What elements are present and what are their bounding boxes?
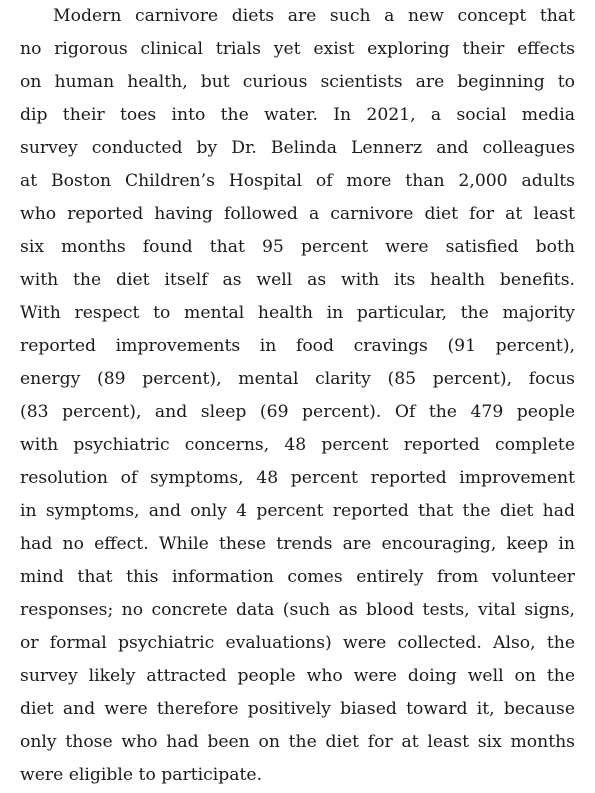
- paragraph-line-6: at Boston Children’s Hospital of more than 2,000 adults: [20, 171, 575, 191]
- paragraph-line-24: were eligible to participate.: [20, 765, 263, 785]
- paragraph-line-7: who reported having followed a carnivore diet for at least: [20, 204, 575, 224]
- paragraph-line-10: With respect to mental health in particular, the majority: [20, 303, 575, 323]
- paragraph-line-9: with the diet itself as well as with its health benefits.: [20, 270, 575, 290]
- paragraph-line-16: in symptoms, and only 4 percent reported that the diet had: [20, 501, 575, 521]
- paragraph-line-4: dip their toes into the water. In 2021, a social media: [20, 105, 575, 125]
- paragraph-line-13: (83 percent), and sleep (69 percent). Of the 479 people: [20, 402, 575, 422]
- paragraph-line-20: or formal psychiatric evaluations) were collected. Also, the: [20, 633, 575, 653]
- paragraph-line-15: resolution of symptoms, 48 percent reported improvement: [20, 468, 575, 488]
- paragraph-line-21: survey likely attracted people who were doing well on the: [20, 666, 575, 686]
- paragraph-line-11: reported improvements in food cravings (91 percent),: [20, 336, 575, 356]
- paragraph-line-12: energy (89 percent), mental clarity (85 percent), focus: [20, 369, 575, 389]
- body-paragraph: [20, 0, 575, 792]
- paragraph-line-18: mind that this information comes entirely from volunteer: [20, 567, 575, 587]
- paragraph-line-19: responses; no concrete data (such as blood tests, vital signs,: [20, 600, 575, 620]
- paragraph-line-8: six months found that 95 percent were satisfied both: [20, 237, 575, 257]
- paragraph-line-5: survey conducted by Dr. Belinda Lennerz and colleagues: [20, 138, 575, 158]
- paragraph-line-17: had no effect. While these trends are encouraging, keep in: [20, 534, 575, 554]
- paragraph-line-22: diet and were therefore positively biased toward it, because: [20, 699, 575, 719]
- paragraph-line-3: on human health, but curious scientists are beginning to: [20, 72, 575, 92]
- paragraph-line-14: with psychiatric concerns, 48 percent reported complete: [20, 435, 575, 455]
- paragraph-line-23: only those who had been on the diet for at least six months: [20, 732, 575, 752]
- paragraph-line-2: no rigorous clinical trials yet exist exploring their effects: [20, 39, 575, 59]
- paragraph-line-1: Modern carnivore diets are such a new concept that: [53, 6, 575, 26]
